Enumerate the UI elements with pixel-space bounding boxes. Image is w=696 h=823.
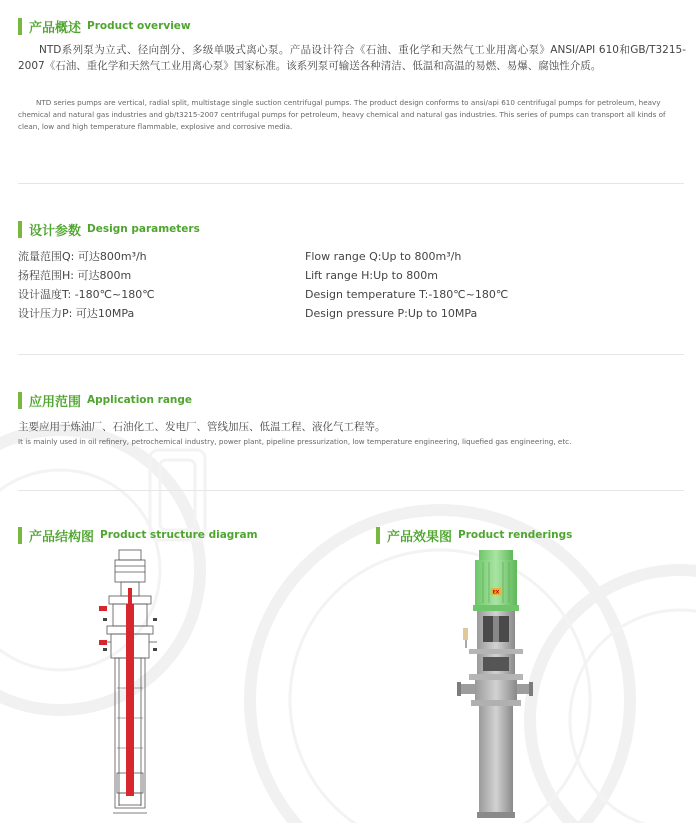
renderings-title-en: Product renderings [458, 529, 573, 541]
param-lift-zh: 扬程范围H: 可达800m [18, 269, 132, 282]
param-pressure-zh: 设计压力P: 可达10MPa [18, 307, 135, 320]
param-lift-en: Lift range H:Up to 800m [305, 269, 438, 282]
design-title-en: Design parameters [87, 223, 200, 235]
application-title-zh: 应用范围 [29, 394, 82, 410]
overview-text-zh: NTD系列泵为立式、径向剖分、多级单吸式离心泵。产品设计符合《石油、重化学和天然气工业用离心泵》ANSI/API 610和GB/T3215-2007《石油、重化学和天然气工业用离心泵》国家标准。该系列泵可输送各种清洁、低温和高温的易燃、易爆、腐蚀性介质。 [18, 44, 686, 72]
section-marker [18, 18, 22, 35]
renderings-title-zh: 产品效果图 [387, 529, 453, 545]
overview-header [18, 16, 191, 36]
overview-title-zh: 产品概述 [29, 20, 82, 36]
section-marker [18, 392, 22, 409]
renderings-header [376, 525, 572, 545]
section-marker [376, 527, 380, 544]
structure-header [18, 525, 258, 545]
param-flow-en: Flow range Q:Up to 800m³/h [305, 250, 462, 263]
application-text-en: It is mainly used in oil refinery, petrochemical industry, power plant, pipeline pressurization, low temperature engineering, liquefied gas engineering, etc. [18, 437, 572, 446]
divider [18, 354, 684, 355]
application-header [18, 390, 192, 410]
divider [18, 183, 684, 184]
param-temperature-zh: 设计温度T: -180℃~180℃ [18, 288, 155, 301]
ex-badge: EX [492, 590, 500, 596]
overview-title-en: Product overview [87, 20, 191, 32]
pump-structure-diagram [95, 548, 170, 818]
structure-title-en: Product structure diagram [100, 529, 258, 541]
divider [18, 490, 684, 491]
param-flow-zh: 流量范围Q: 可达800m³/h [18, 250, 147, 263]
param-temperature-en: Design temperature T:-180℃~180℃ [305, 288, 509, 301]
application-text-zh: 主要应用于炼油厂、石油化工、发电厂、管线加压、低温工程、液化气工程等。 [18, 421, 386, 433]
design-title-zh: 设计参数 [29, 223, 82, 239]
application-title-en: Application range [87, 394, 193, 406]
overview-text-en: NTD series pumps are vertical, radial split, multistage single suction centrifugal pumps. The product design conforms to ansi/api 610 centrifugal pumps for petroleum, heavy chemical and natural gas industries and gb/t3215-2007 centrifugal pumps for petroleum, heavy chemical and natural gas industries. This series of pumps can transport all kinds of clean, low and high temperature flammable, explosive and corrosive media. [18, 98, 666, 131]
param-pressure-en: Design pressure P:Up to 10MPa [305, 307, 478, 320]
section-marker [18, 527, 22, 544]
structure-title-zh: 产品结构图 [29, 529, 95, 545]
design-header [18, 219, 200, 239]
section-marker [18, 221, 22, 238]
pump-rendering [455, 550, 535, 820]
